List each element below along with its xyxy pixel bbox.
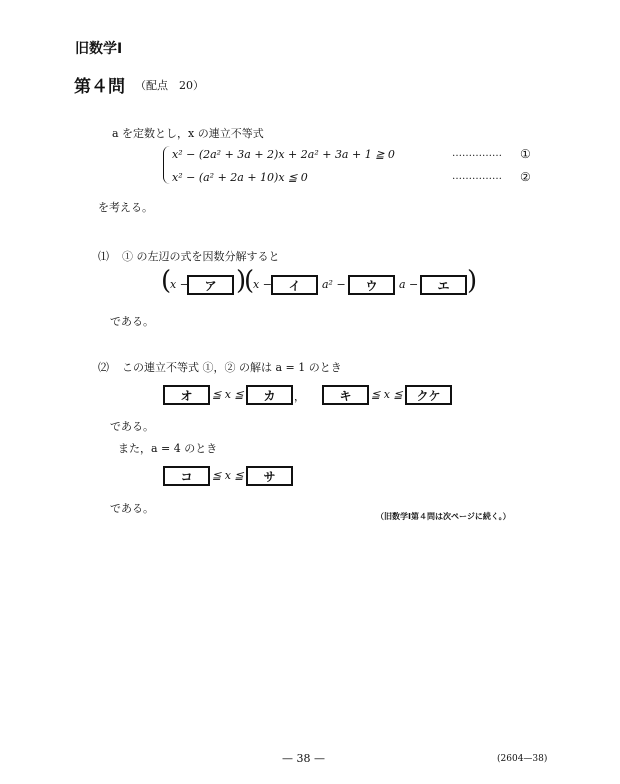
- close-paren-1: ): [236, 266, 247, 296]
- answer-box-ko[interactable]: コ: [163, 466, 210, 486]
- dots-1: ……………: [452, 148, 502, 159]
- expr-a-sq-minus: a² −: [322, 278, 346, 291]
- page-code: (2604—38): [497, 754, 548, 764]
- answer-box-e[interactable]: エ: [420, 275, 467, 295]
- answer-box-ki[interactable]: キ: [322, 385, 369, 405]
- part1-label: ⑴: [98, 250, 109, 263]
- open-paren-1: (: [161, 266, 172, 296]
- answer-box-a[interactable]: ア: [187, 275, 234, 295]
- continued-note: （旧数学Ⅰ第４問は次ページに続く。）: [376, 512, 511, 521]
- part2-ending-1: である。: [110, 420, 154, 433]
- tag-1: ①: [520, 147, 531, 161]
- intro-text: a を定数とし，x の連立不等式: [112, 127, 264, 140]
- leq-x-leq-1: ≦ x ≦: [212, 388, 244, 401]
- subject-title: 旧数学Ⅰ: [75, 41, 123, 57]
- answer-box-i[interactable]: イ: [271, 275, 318, 295]
- page-number: — 38 —: [282, 752, 325, 765]
- part2-ending-2: である。: [110, 502, 154, 515]
- expr-x-minus-2: x −: [253, 278, 272, 291]
- system-brace: [163, 146, 170, 184]
- answer-box-kuke[interactable]: クケ: [405, 385, 452, 405]
- comma: ，: [294, 390, 305, 403]
- part2-label: ⑵: [98, 361, 109, 374]
- answer-box-u[interactable]: ウ: [348, 275, 395, 295]
- dots-2: ……………: [452, 171, 502, 182]
- expr-a-minus: a −: [399, 278, 419, 291]
- leq-x-leq-3: ≦ x ≦: [212, 469, 244, 482]
- points-label: （配点 20）: [135, 79, 204, 92]
- part2-also: また，a = 4 のとき: [118, 442, 218, 455]
- expr-x-minus-1: x −: [170, 278, 189, 291]
- part1-ending: である。: [110, 315, 154, 328]
- part2-text: この連立不等式 ①，② の解は a = 1 のとき: [122, 361, 342, 374]
- close-paren-2: ): [467, 266, 478, 296]
- consider-text: を考える。: [98, 201, 153, 214]
- answer-box-o[interactable]: オ: [163, 385, 210, 405]
- answer-box-ka[interactable]: カ: [246, 385, 293, 405]
- inequality-1: x² − (2a² + 3a + 2)x + 2a² + 3a + 1 ≧ 0: [172, 148, 395, 161]
- leq-x-leq-2: ≦ x ≦: [371, 388, 403, 401]
- inequality-2: x² − (a² + 2a + 10)x ≦ 0: [172, 171, 308, 184]
- part1-text: ① の左辺の式を因数分解すると: [122, 250, 280, 263]
- question-title: 第４問: [74, 77, 125, 97]
- answer-box-sa[interactable]: サ: [246, 466, 293, 486]
- tag-2: ②: [520, 170, 531, 184]
- open-paren-2: (: [244, 266, 255, 296]
